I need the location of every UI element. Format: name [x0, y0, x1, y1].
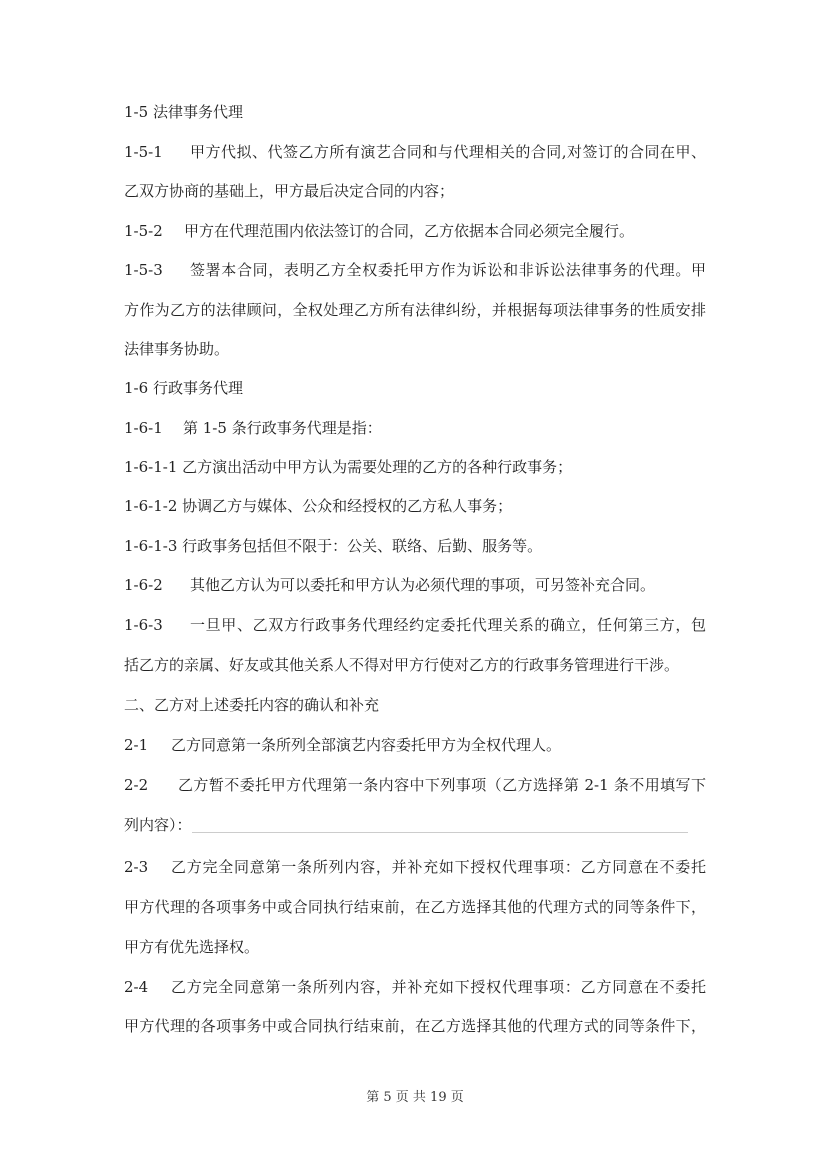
- clause-1-6-3: 1-6-3 一旦甲、乙双方行政事务代理经约定委托代理关系的确立，任何第三方，包: [124, 616, 706, 634]
- clause-1-6-1-2: 1-6-1-2 协调乙方与媒体、公众和经授权的乙方私人事务；: [124, 497, 513, 515]
- clause-2-3-cont2: 甲方有优先选择权。: [124, 938, 260, 956]
- clause-2-2: 2-2 乙方暂不委托甲方代理第一条内容中下列事项（乙方选择第 2-1 条不用填写下: [124, 776, 706, 794]
- clause-2-2-cont: 列内容）：: [124, 816, 192, 834]
- clause-1-6-3-cont: 括乙方的亲属、好友或其他关系人不得对甲方行使对乙方的行政事务管理进行干涉。: [124, 656, 680, 674]
- clause-1-5-3-cont: 方作为乙方的法律顾问，全权处理乙方所有法律纠纷，并根据每项法律事务的性质安排: [124, 301, 706, 319]
- clause-1-5-3-cont2: 法律事务协助。: [124, 340, 230, 358]
- clause-1-6-1-3: 1-6-1-3 行政事务包括但不限于：公关、联络、后勤、服务等。: [124, 537, 543, 555]
- section-heading-1-5: 1-5 法律事务代理: [124, 103, 243, 121]
- clause-1-6-2: 1-6-2 其他乙方认为可以委托和甲方认为必须代理的事项，可另签补充合同。: [124, 576, 656, 594]
- clause-1-6-1: 1-6-1 第 1-5 条行政事务代理是指：: [124, 419, 382, 437]
- section-heading-1-6: 1-6 行政事务代理: [124, 379, 243, 397]
- clause-2-1: 2-1 乙方同意第一条所列全部演艺内容委托甲方为全权代理人。: [124, 736, 562, 754]
- clause-2-4-cont: 甲方代理的各项事务中或合同执行结束前，在乙方选择其他的代理方式的同等条件下，: [124, 1017, 706, 1035]
- page-number-footer: 第 5 页 共 19 页: [366, 1090, 464, 1105]
- clause-1-5-2: 1-5-2 甲方在代理范围内依法签订的合同，乙方依据本合同必须完全履行。: [124, 222, 635, 240]
- clause-2-3: 2-3 乙方完全同意第一条所列内容，并补充如下授权代理事项：乙方同意在不委托: [124, 858, 706, 876]
- clause-1-5-1-cont: 乙双方协商的基础上，甲方最后决定合同的内容；: [124, 182, 455, 200]
- clause-1-5-1: 1-5-1 甲方代拟、代签乙方所有演艺合同和与代理相关的合同,对签订的合同在甲、: [124, 143, 706, 161]
- fill-in-blank-line: [192, 832, 688, 833]
- clause-1-5-3: 1-5-3 签署本合同，表明乙方全权委托甲方作为诉讼和非诉讼法律事务的代理。甲: [124, 261, 706, 279]
- clause-2-3-cont: 甲方代理的各项事务中或合同执行结束前，在乙方选择其他的代理方式的同等条件下，: [124, 898, 706, 916]
- section-heading-2: 二、乙方对上述委托内容的确认和补充: [124, 696, 380, 714]
- clause-2-4: 2-4 乙方完全同意第一条所列内容，并补充如下授权代理事项：乙方同意在不委托: [124, 978, 706, 996]
- clause-1-6-1-1: 1-6-1-1 乙方演出活动中甲方认为需要处理的乙方的各种行政事务；: [124, 458, 573, 476]
